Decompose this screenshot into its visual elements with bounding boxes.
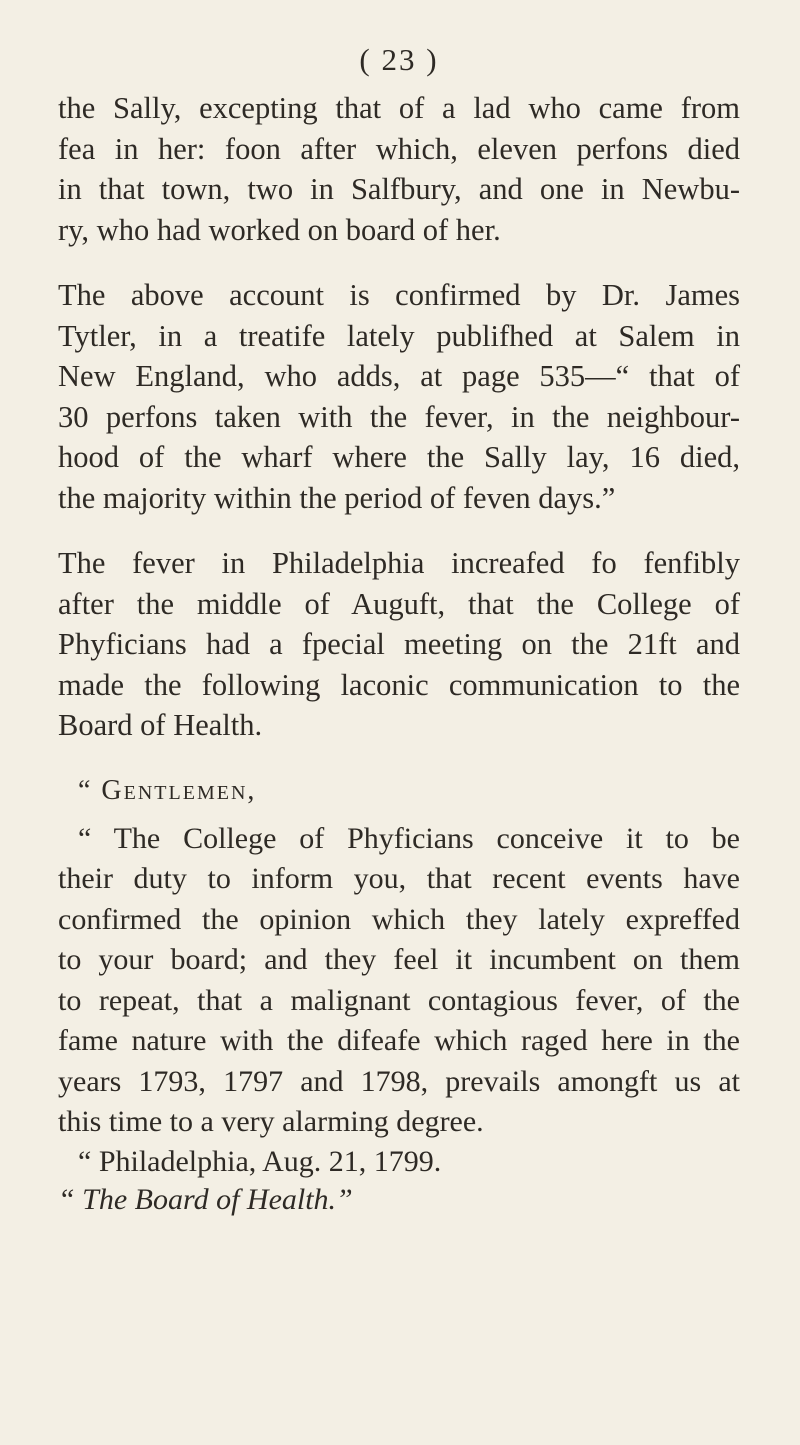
- paragraph-sally: [58, 88, 740, 250]
- text-line: Tytler, in a treatife lately publifhed at Salem in: [58, 318, 740, 353]
- letter-signature: “ The Board of Health.”: [58, 1182, 353, 1216]
- letter-line: confirmed the opinion which they lately expreffed: [58, 902, 740, 936]
- paragraph-tytler: [58, 275, 740, 518]
- text-line: made the following laconic communication to the: [58, 667, 740, 702]
- text-line: the majority within the period of feven days.”: [58, 480, 616, 515]
- text-line: the Sally, excepting that of a lad who came from: [58, 91, 740, 125]
- text-line: 30 perfons taken with the fever, in the neighbour-: [58, 399, 740, 434]
- text-line: Phyficians had a fpecial meeting on the 21ft and: [58, 627, 740, 661]
- letter-line: this time to a very alarming degree.: [58, 1105, 484, 1138]
- text-line: after the middle of Auguft, that the College of: [58, 586, 740, 621]
- text-line: The above account is confirmed by Dr. James: [58, 278, 740, 312]
- text-line: in that town, two in Salfbury, and one in Newbu-: [58, 172, 740, 206]
- letter-line: years 1793, 1797 and 1798, prevails amongft us at: [58, 1064, 740, 1098]
- letter-salutation: “ Gentlemen,: [78, 774, 257, 806]
- letter-body: [58, 819, 740, 1143]
- text-line: fea in her: foon after which, eleven perfons died: [58, 131, 740, 166]
- paragraph-philadelphia: [58, 543, 740, 746]
- text-line: Board of Health.: [58, 708, 263, 742]
- letter-line: to repeat, that a malignant contagious fever, of the: [58, 983, 740, 1017]
- text-line: New England, who adds, at page 535—“ that of: [58, 359, 740, 393]
- page-number: ( 23 ): [359, 42, 439, 77]
- letter-line: “ The College of Phyficians conceive it to be: [78, 821, 740, 855]
- letter-line: fame nature with the difeafe which raged here in the: [58, 1024, 740, 1057]
- text-line: ry, who had worked on board of her.: [58, 212, 501, 247]
- text-line: The fever in Philadelphia increafed fo fenfibly: [58, 546, 740, 580]
- letter-line: their duty to inform you, that recent events have: [58, 862, 740, 895]
- letter-dateline: “ Philadelphia, Aug. 21, 1799.: [78, 1144, 442, 1178]
- letter-line: to your board; and they feel it incumbent on them: [58, 943, 740, 976]
- text-line: hood of the wharf where the Sally lay, 16 died,: [58, 440, 740, 474]
